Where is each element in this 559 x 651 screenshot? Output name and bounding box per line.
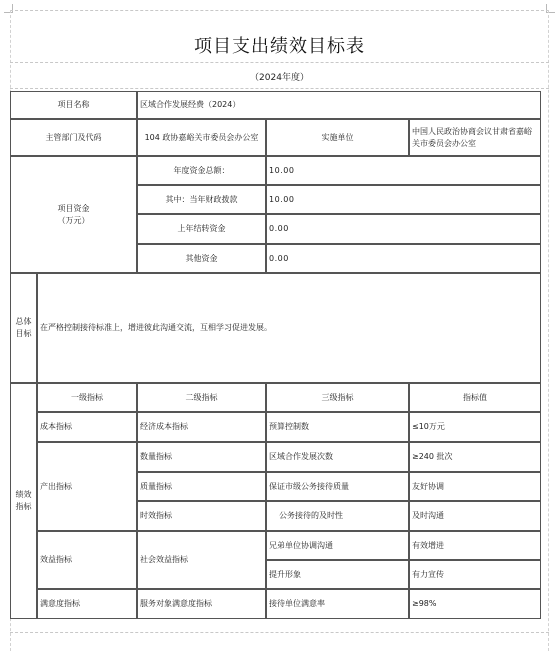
- satisfaction-indicator-l2: 服务对象满意度指标: [137, 589, 266, 619]
- funds-other-label: 其他资金: [137, 244, 266, 273]
- funds-carryover-value: 0.00: [266, 214, 541, 244]
- subtitle-separator: [10, 88, 549, 89]
- performance-indicators-label: 绩效指标: [10, 383, 37, 619]
- benefit-coordination-l3: 兄弟单位协调沟通: [266, 531, 409, 560]
- header-level2: 二级指标: [137, 383, 266, 412]
- bottom-margin-guide: [10, 632, 549, 633]
- benefit-social-l2: 社会效益指标: [137, 531, 266, 589]
- satisfaction-indicator-l3: 接待单位满意率: [266, 589, 409, 619]
- output-quality-l2: 质量指标: [137, 472, 266, 501]
- output-timeliness-value: 及时沟通: [409, 501, 541, 531]
- project-name-label: 项目名称: [10, 91, 137, 119]
- page-margin-guide: [548, 10, 549, 651]
- funds-unit-text: （万元）: [57, 215, 90, 225]
- overall-goal-label: 总体目标: [10, 273, 37, 383]
- department-label: 主管部门及代码: [10, 119, 137, 156]
- document-title: 项目支出绩效目标表: [194, 36, 365, 57]
- document-year: （2024年度）: [250, 73, 309, 83]
- output-indicator-l1: 产出指标: [37, 442, 137, 531]
- funds-other-value: 0.00: [266, 244, 541, 273]
- header-level1: 一级指标: [37, 383, 137, 412]
- satisfaction-indicator-value: ≥98%: [409, 589, 541, 619]
- output-timeliness-l3: 公务接待的及时性: [266, 501, 409, 531]
- benefit-image-l3: 提升形象: [266, 560, 409, 589]
- funds-fiscal-value: 10.00: [266, 185, 541, 214]
- cost-indicator-l1: 成本指标: [37, 412, 137, 442]
- cost-indicator-l2: 经济成本指标: [137, 412, 266, 442]
- output-quantity-value: ≥240 批次: [409, 442, 541, 472]
- benefit-coordination-value: 有效增进: [409, 531, 541, 560]
- output-quantity-l2: 数量指标: [137, 442, 266, 472]
- project-name-value: 区域合作发展经费（2024）: [137, 91, 541, 119]
- cost-indicator-value: ≤10万元: [409, 412, 541, 442]
- funds-label-text: 项目资金: [57, 203, 90, 213]
- output-quality-value: 友好协调: [409, 472, 541, 501]
- output-quality-l3: 保证市级公务接待质量: [266, 472, 409, 501]
- department-value: 104 政协嘉峪关市委员会办公室: [137, 119, 266, 156]
- output-quantity-l3: 区域合作发展次数: [266, 442, 409, 472]
- header-target-value: 指标值: [409, 383, 541, 412]
- funds-total-label: 年度资金总额：: [137, 156, 266, 185]
- page-corner-mark: [4, 4, 13, 13]
- benefit-indicator-l1: 效益指标: [37, 531, 137, 589]
- title-separator: [10, 62, 549, 63]
- funds-carryover-label: 上年结转资金: [137, 214, 266, 244]
- output-timeliness-l2: 时效指标: [137, 501, 266, 531]
- project-funds-label: [10, 156, 137, 273]
- funds-fiscal-label: 其中：当年财政拨款: [137, 185, 266, 214]
- overall-goal-text: 在严格控制接待标准上，增进彼此沟通交流，互相学习促进发展。: [37, 273, 541, 383]
- implementing-unit-value: 中国人民政治协商会议甘肃省嘉峪关市委员会办公室: [409, 119, 541, 156]
- satisfaction-indicator-l1: 满意度指标: [37, 589, 137, 619]
- cost-indicator-l3: 预算控制数: [266, 412, 409, 442]
- page-margin-guide: [10, 10, 549, 11]
- benefit-image-value: 有力宣传: [409, 560, 541, 589]
- header-level3: 三级指标: [266, 383, 409, 412]
- implementing-unit-label: 实施单位: [266, 119, 409, 156]
- funds-total-value: 10.00: [266, 156, 541, 185]
